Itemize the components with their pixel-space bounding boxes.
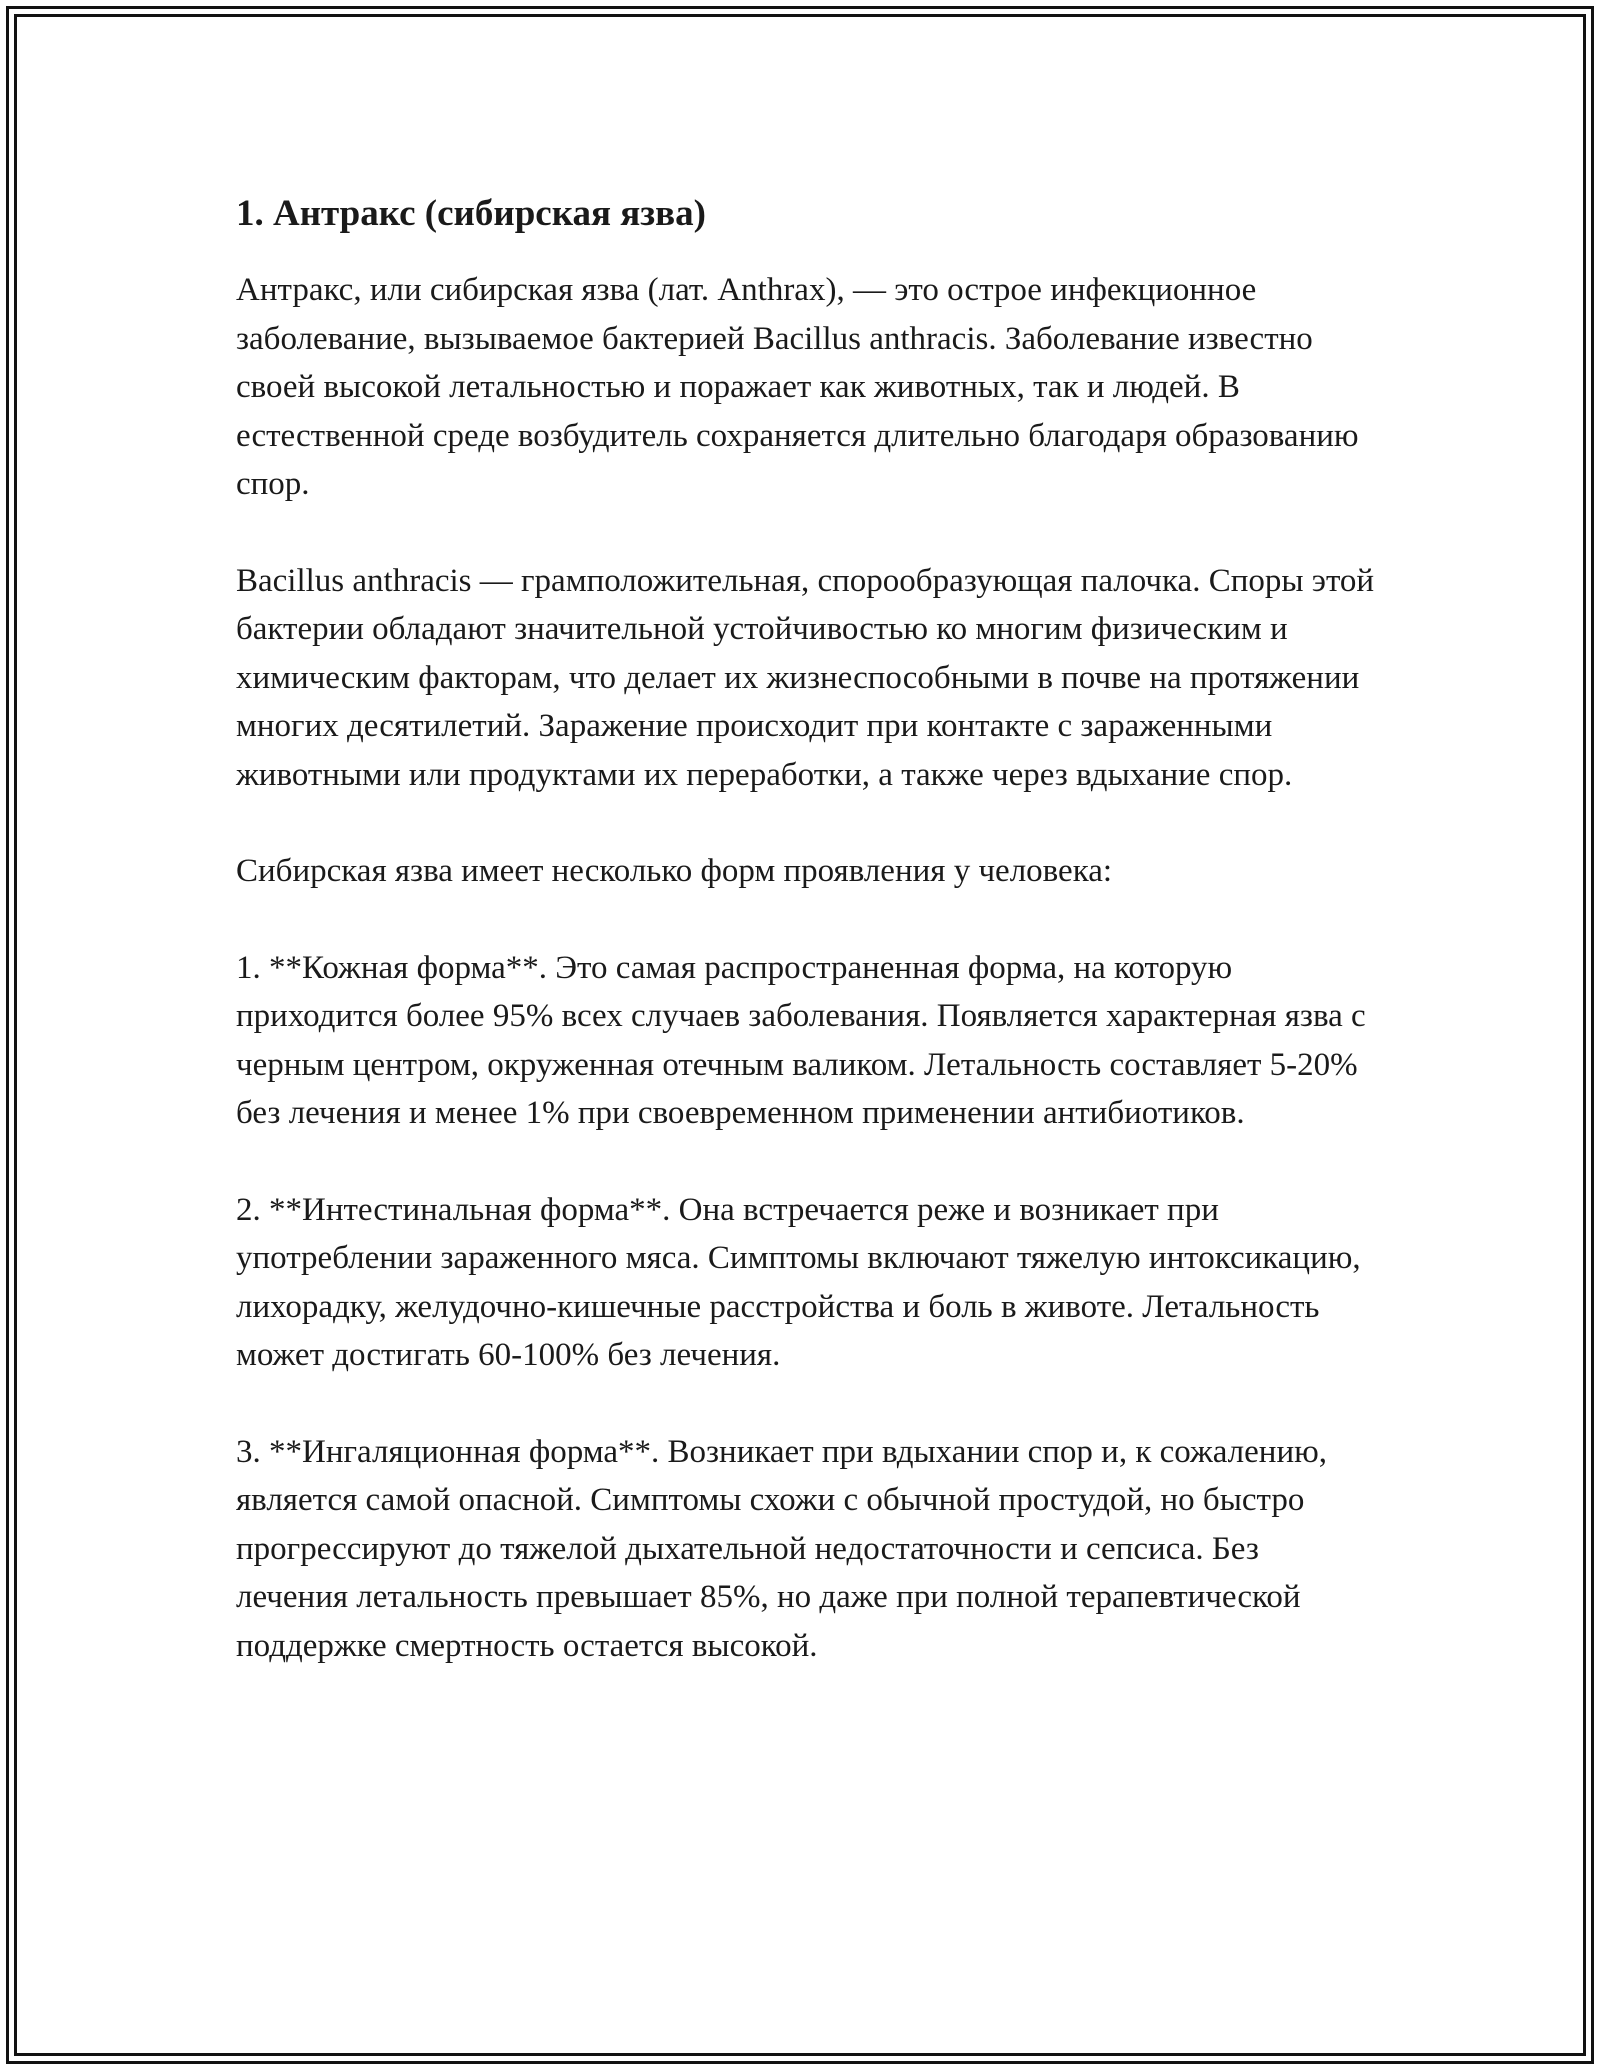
document-body — [236, 188, 1376, 1670]
paragraph-inhalation-form: 3. **Ингаляционная форма**. Возникает при вдыхании спор и, к сожалению, является самой опасной. Симптомы схожи с обычной простудой, но быстро прогрессируют до тяжелой дыхательной недостаточности и сепсиса. Без лечения летальность превышает 85%, но даже при полной терапевтической поддержке смертность остается высокой. — [236, 1433, 1328, 1664]
paragraph-intro: Антракс, или сибирская язва (лат. Anthrax), — это острое инфекционное заболевание, вызываемое бактерией Bacillus anthracis. Заболевание известно своей высокой летальностью и поражает как животных, так и людей. В естественной среде возбудитель сохраняется длительно благодаря образованию спор. — [236, 272, 1359, 502]
paragraph-forms-intro: Сибирская язва имеет несколько форм проявления у человека: — [236, 853, 1113, 889]
section-heading: 1. Антракс (сибирская язва) — [236, 193, 706, 234]
paragraph-intestinal-form: 2. **Интестинальная форма**. Она встречается реже и возникает при употреблении зараженного мяса. Симптомы включают тяжелую интоксикацию, лихорадку, желудочно-кишечные расстройства и боль в животе. Летальность может достигать 60-100% без лечения. — [236, 1191, 1361, 1373]
paragraph-cutaneous-form: 1. **Кожная форма**. Это самая распространенная форма, на которую приходится более 95% всех случаев заболевания. Появляется характерная язва с черным центром, окруженная отечным валиком. Летальность составляет 5-20% без лечения и менее 1% при своевременном применении антибиотиков. — [236, 949, 1366, 1131]
paragraph-pathogen: Bacillus anthracis — грамположительная, спорообразующая палочка. Споры этой бактерии обладают значительной устойчивостью ко многим физическим и химическим факторам, что делает их жизнеспособными в почве на протяжении многих десятилетий. Заражение происходит при контакте с зараженными животными или продуктами их переработки, а также через вдыхание спор. — [236, 562, 1375, 793]
